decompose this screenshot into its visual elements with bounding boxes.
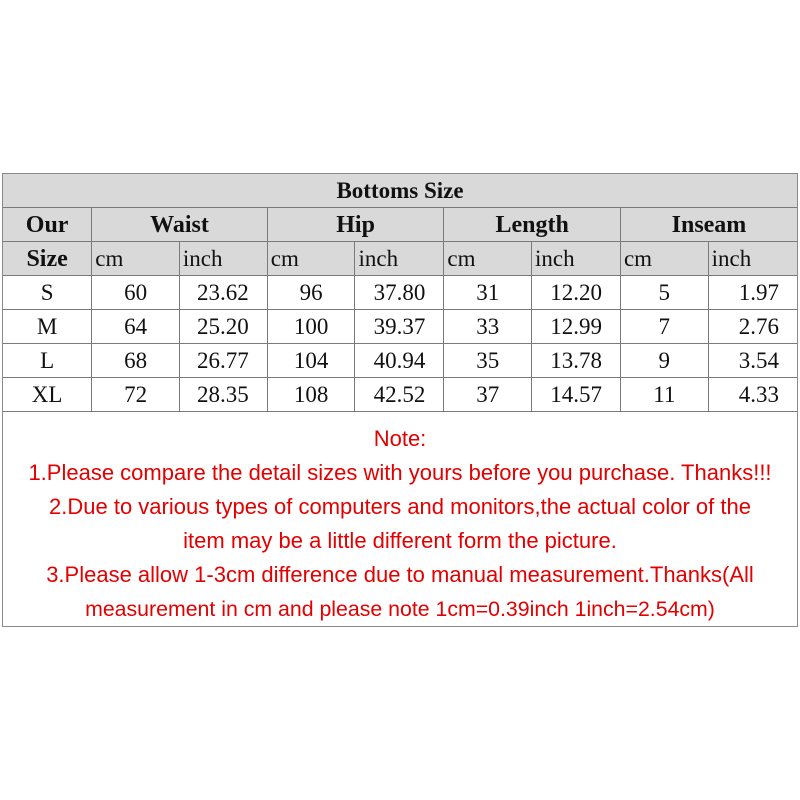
note-line: item may be a little different form the picture. [183, 528, 617, 553]
table-title: Bottoms Size [3, 174, 797, 208]
unit-header: cm [444, 242, 532, 276]
unit-header: inch [179, 242, 267, 276]
table-row [3, 310, 797, 344]
value-cell: 37.80 [355, 276, 444, 310]
value-cell: 26.77 [179, 344, 267, 378]
length-header: Length [444, 208, 621, 242]
value-cell: 35 [444, 344, 532, 378]
size-cell: XL [3, 378, 92, 412]
unit-header: cm [620, 242, 708, 276]
value-cell: 37 [444, 378, 532, 412]
value-cell: 3.54 [708, 344, 797, 378]
value-cell: 2.76 [708, 310, 797, 344]
size-header: Size [3, 242, 92, 276]
unit-header: cm [267, 242, 355, 276]
value-cell: 1.97 [708, 276, 797, 310]
value-cell: 5 [620, 276, 708, 310]
value-cell: 108 [267, 378, 355, 412]
value-cell: 13.78 [532, 344, 621, 378]
value-cell: 40.94 [355, 344, 444, 378]
value-cell: 100 [267, 310, 355, 344]
value-cell: 23.62 [179, 276, 267, 310]
value-cell: 28.35 [179, 378, 267, 412]
notes-section [3, 422, 797, 626]
unit-header: inch [708, 242, 797, 276]
table-row [3, 344, 797, 378]
value-cell: 68 [92, 344, 180, 378]
size-chart [2, 173, 798, 627]
value-cell: 104 [267, 344, 355, 378]
size-cell: L [3, 344, 92, 378]
size-cell: S [3, 276, 92, 310]
unit-header: cm [92, 242, 180, 276]
value-cell: 31 [444, 276, 532, 310]
inseam-header: Inseam [620, 208, 797, 242]
note-heading: Note: [373, 426, 427, 451]
value-cell: 60 [92, 276, 180, 310]
table-row [3, 276, 797, 310]
note-line: 2.Due to various types of computers and monitors,the actual color of the [49, 494, 751, 519]
hip-header: Hip [267, 208, 444, 242]
table-row [3, 378, 797, 412]
size-cell: M [3, 310, 92, 344]
value-cell: 33 [444, 310, 532, 344]
note-line: measurement in cm and please note 1cm=0.39inch 1inch=2.54cm) [85, 597, 715, 621]
value-cell: 11 [620, 378, 708, 412]
our-size-header: Our [3, 208, 92, 242]
value-cell: 12.99 [532, 310, 621, 344]
value-cell: 12.20 [532, 276, 621, 310]
value-cell: 72 [92, 378, 180, 412]
waist-header: Waist [92, 208, 268, 242]
value-cell: 64 [92, 310, 180, 344]
value-cell: 7 [620, 310, 708, 344]
value-cell: 39.37 [355, 310, 444, 344]
size-table [3, 174, 797, 412]
value-cell: 25.20 [179, 310, 267, 344]
unit-header: inch [355, 242, 444, 276]
note-line: 3.Please allow 1-3cm difference due to manual measurement.Thanks(All [46, 562, 754, 587]
value-cell: 96 [267, 276, 355, 310]
value-cell: 4.33 [708, 378, 797, 412]
value-cell: 42.52 [355, 378, 444, 412]
note-line: 1.Please compare the detail sizes with yours before you purchase. Thanks!!! [28, 460, 772, 485]
value-cell: 9 [620, 344, 708, 378]
unit-header: inch [532, 242, 621, 276]
value-cell: 14.57 [532, 378, 621, 412]
